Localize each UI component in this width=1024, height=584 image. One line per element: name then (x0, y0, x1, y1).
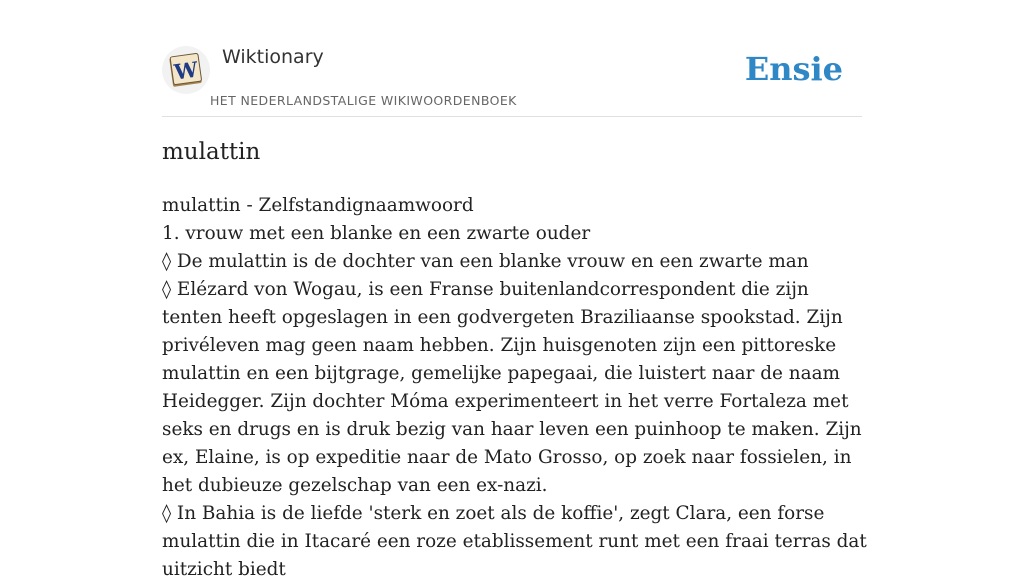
example-2: ◊ Elézard von Wogau, is een Franse buitenlandcorrespondent die zijn tenten heeft opgeslagen in een godvergeten Braziliaanse spookstad. Zijn privéleven mag geen naam hebben. Zijn huisgenoten zijn een pittoreske mulattin en een bijtgrage, gemelijke papegaai, die luistert naar de naam Heidegger. Zijn dochter Móma experimenteert in het verre Fortaleza met seks en drugs en is druk bezig van haar leven een puinhoop te maken. Zijn ex, Elaine, is op expeditie naar de Mato Grosso, op zoek naar fossielen, in het dubieuze gezelschap van een ex-nazi. (162, 279, 862, 496)
example-3: ◊ In Bahia is de liefde 'sterk en zoet als de koffie', zegt Clara, een forse mulattin die in Itacaré een roze etablissement runt met een fraai terras dat uitzicht biedt (162, 503, 867, 580)
word-class-line: mulattin - Zelfstandignaamwoord (162, 195, 474, 216)
entry-title: mulattin (162, 139, 261, 165)
definition-1: 1. vrouw met een blanke en een zwarte ouder (162, 223, 591, 244)
ensie-brand-logo[interactable]: Ensie (744, 50, 843, 88)
entry-content (162, 192, 867, 584)
wiktionary-w-tile-icon (167, 51, 205, 89)
site-header (162, 0, 862, 117)
site-tagline: HET NEDERLANDSTALIGE WIKIWOORDENBOEK (210, 93, 517, 108)
site-name[interactable]: Wiktionary (222, 46, 324, 68)
svg-text:W: W (172, 56, 200, 85)
wiktionary-logo[interactable] (162, 46, 210, 94)
example-1: ◊ De mulattin is de dochter van een blanke vrouw en een zwarte man (162, 251, 809, 272)
